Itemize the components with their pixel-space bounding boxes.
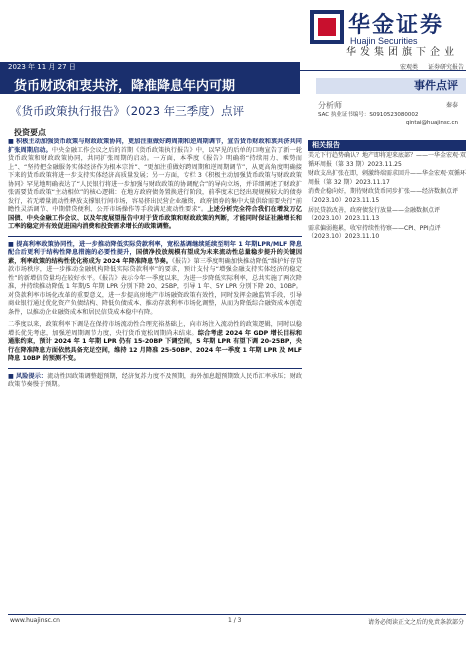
logo-english-name: Huajin Securities — [350, 36, 418, 46]
related-reports-list — [308, 152, 466, 243]
related-report-item[interactable]: 财政支出扩张在即，刺激终端需求回升——华金宏观·双循环周报（第 32 期）2023.11.17 — [308, 170, 466, 186]
paragraph-emphasis: 综合考虑 2024 年 GDP 增长目标和通胀约束，预计 2024 年 1 年期 LPR 仍有 15-20BP 下调空间，5 年期 LPR 有望下调 20-25BP，央行在降准降息方面依然具备充足空间，维持 12 月降准 25-50BP、2024 年一季度 1 年期 LPR 及 MLF 降息 10BP 的预测不变。 — [8, 329, 302, 362]
paragraph-emphasis: 国债净投放规模有望成为未来流动性总量稳步提升的关键因素，利率政策的结构性优化将成为 2024 年降准降息节奏。 — [8, 249, 302, 265]
section-title-key-points: 投资要点 — [14, 128, 46, 137]
company-slogan: 华发集团旗下企业 — [346, 47, 458, 58]
tag-category: 宏观类 — [400, 64, 419, 71]
report-type-badge: 事件点评 — [316, 78, 466, 94]
report-date: 2023 年 11 月 27 日 — [8, 63, 76, 71]
analyst-certificate: SAC 执业证书编号：S0910523080002 — [318, 112, 419, 118]
analyst-email[interactable]: qintai@huajinsc.cn — [405, 120, 458, 126]
analyst-block — [318, 100, 458, 130]
report-subtitle: 《货币政策执行报告》（2023 年三季度）点评 — [10, 104, 245, 118]
paragraph-body: 流动性因政策调整超预期，经济复苏力度不及预期，海外加息超预期致人民币汇率承压；财政政策节奏慢于预期。 — [8, 372, 302, 388]
footer-divider — [8, 614, 466, 615]
paragraph-risk-warning — [8, 373, 302, 390]
related-report-item[interactable]: 需求偏弱拖累，收窄持续性待察——CPI、PPI点评（2023.10）2023.11.10 — [308, 224, 441, 241]
analyst-label: 分析师 — [318, 101, 342, 110]
paragraph-lead: ■ 风险提示： — [8, 372, 48, 380]
report-headline: 货币财政和衷共济，降准降息年内可期 — [14, 79, 236, 94]
tag-type: 证券研究报告 — [427, 64, 464, 71]
related-reports-header: 相关报告 — [308, 140, 466, 151]
footer-website-link[interactable]: www.huajinsc.cn — [10, 617, 60, 624]
related-report-item[interactable]: 美元下行趋势确认？地产即将迎来底部？——一华金宏观·双循环周报（第 33 期）2023.11.25 — [308, 152, 466, 168]
paragraph-divider — [8, 236, 302, 237]
report-tags — [392, 62, 464, 71]
paragraph-policy-coordination — [8, 138, 302, 232]
related-report-item[interactable]: 消费企稳向好，期待财政货币同步扩张——经济数据点评（2023.10）2023.11.15 — [308, 188, 459, 204]
paragraph-lead: ■ 积极主动加强货币政策与财政政策协同，更加注重做好跨周期和逆周期调节，宣告货币财政和衷共济共同扩张周期启动。 — [8, 138, 302, 154]
paragraph-forecast — [8, 321, 302, 364]
logo-chinese-name: 华金证券 — [348, 13, 445, 38]
huajin-logo-icon — [310, 10, 344, 44]
paragraph-lead: ■ 提高利率政策协同性，进一步推动降低实际贷款利率，宽松基调继续延续至明年 1 年期LPR/MLF 降息配合后更利于结构性降息措施的必要性提升， — [8, 240, 302, 256]
paragraph-body: 中央金融工作会议之后的首期《货币政策执行报告》中，以罕见的后单的口吻宣告了新一轮货币政策和财政政策协同，共同扩张周期的启动。一方面，本季度《报告》明确将“持续用力、乘势而上”、“坚持把金融服务实体经济作为根本宗旨”、“更加注重做好跨周期和逆周期调节”，从更高角度明确接下来的货币政策将进一步支持实体经济高质量发展；另一方面，专栏 3《积极主动加强货币政策与财政政策协同》罕见地明确表达了“人民银行将进一步加强与财政政策的协调配合”的导向立场，并详细阐述了财政扩张需要货币政策“主动相位”的核心逻辑：在地方政府债务置换进行阶段，前季度末已经出现规模较大的债券发行，若无增量流动性释放支撑银行间市场，容易挤出民营企业融资，政府债券的集中大量供给需要央行“前瞻性灵活调节、中期借贷便利、公开市场操作等手段满足流动性要求”。 — [8, 146, 302, 213]
related-report-item[interactable]: 居民贷款改善，政府债发行放量——金融数据点评（2023.10）2023.11.13 — [308, 206, 441, 223]
analyst-name: 秦泰 — [445, 102, 458, 109]
paragraph-body: 二季度以来，政策利率下调是在保持市场流动性合理充裕基础上，向市场注入流动性的政策逻辑，同时以稳增长优先考虑，加强逆周期调节力度，央行货币宽松周期尚未结束。 — [8, 321, 302, 337]
paragraph-divider — [8, 368, 302, 369]
paragraph-rate-policy — [8, 241, 302, 318]
main-content — [8, 138, 302, 610]
paragraph-emphasis: 上述分析完全符合我们在增发万亿国债、中央金融工作会议、以及年度展望报告中对于货币政策和财政政策的判断，才能同时保证社融增长和工率的稳定并有效促进国内消费和投资需求增长的政策调整。 — [8, 206, 302, 230]
disclaimer-note: 请务必阅读正文之后的免责条款部分 — [367, 619, 464, 626]
page-number: 1 / 3 — [228, 617, 242, 624]
paragraph-body: 《报告》第三季度明确加快推动降低“维护好存贷款市场秩序，进一步推动金融机构降低实际贷款利率”的要求，预计支付与“增强金融支持实体经济的稳定性”的新增信贷量均在较好水平。《报告》表示今年一季度以来，为进一步降低实际利率，总共实施了两次降准，并持续推动降低 1 年期/5 年期 LPR 分别下降 20、25BP，引导 1 年、5Y LPR 分别下降 20、10BP。对贷款利率市场化改革的重要意义，进一步提高房地产市场融资政策有效性，同时发挥金融监管手段，引导商业银行通过优化资产负债结构、降低负债成本、推动存款利率市场化调整，从而为降低综合融资成本创造条件，以推动企业融资成本和居民信贷成本稳中有降。 — [8, 257, 302, 316]
